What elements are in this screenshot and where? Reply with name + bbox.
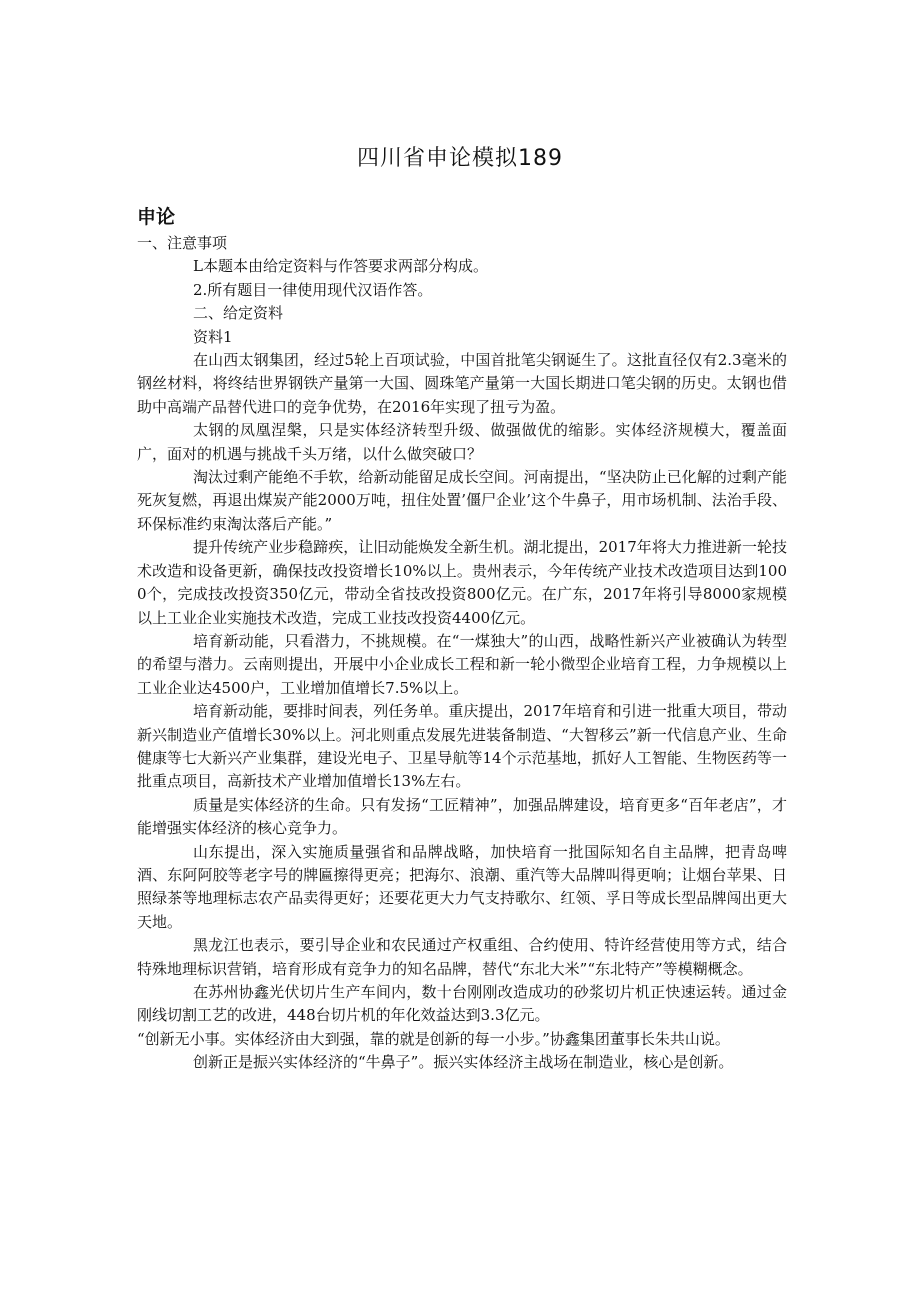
document-body: [137, 232, 787, 1075]
body-paragraph: 培育新动能，要排时间表，列任务单。重庆提出，2017年培育和引进一批重大项目，带动新兴制造业产值增长30%以上。河北则重点发展先进装备制造、“大智移云”新一代信息产业、生命健康等七大新兴产业集群，建设光电子、卫星导航等14个示范基地，抓好人工智能、生物医药等一批重点项目，高新技术产业增加值增长13%左右。: [137, 702, 787, 791]
quote-paragraph: “创新无小事。实体经济由大到强，靠的就是创新的每一小步。”协鑫集团董事长朱共山说。: [137, 1029, 730, 1048]
list-item: 2.所有题目一律使用现代汉语作答。: [193, 280, 433, 299]
body-paragraph: 在苏州协鑫光伏切片生产车间内，数十台刚刚改造成功的砂浆切片机正快速运转。通过金刚线切割工艺的改进，448台切片机的年化效益达到3.3亿元。: [137, 983, 787, 1025]
body-paragraph: 创新正是振兴实体经济的“牛鼻子”。振兴实体经济主战场在制造业，核心是创新。: [193, 1053, 734, 1072]
body-paragraph: 培育新动能，只看潜力，不挑规模。在“一煤独大”的山西，战略性新兴产业被确认为转型的希望与潜力。云南则提出，开展中小企业成长工程和新一轮小微型企业培育工程，力争规模以上工业企业达4500户，工业增加值增长7.5%以上。: [137, 631, 787, 697]
notice-heading: 一、注意事项: [137, 234, 228, 252]
body-paragraph: 提升传统产业步稳蹄疾，让旧动能焕发全新生机。湖北提出，2017年将大力推进新一轮技术改造和设备更新，确保技改投资增长10%以上。贵州表示，今年传统产业技术改造项目达到1000个，完成技改投资350亿元，带动全省技改投资800亿元。在广东，2017年将引导8000家规模以上工业企业实施技术改造，完成工业技改投资4400亿元。: [137, 538, 787, 627]
body-paragraph: 淘汰过剩产能绝不手软，给新动能留足成长空间。河南提出，“坚决防止已化解的过剩产能死灰复燃，再退出煤炭产能2000万吨，扭住处置’僵尸企业’这个牛鼻子，用市场机制、法治手段、环保标准约束淘汰落后产能。”: [137, 468, 787, 533]
body-paragraph: 山东提出，深入实施质量强省和品牌战略，加快培育一批国际知名自主品牌，把青岛啤酒、东阿阿胶等老字号的牌匾擦得更亮；把海尔、浪潮、重汽等大品牌叫得更响；让烟台苹果、日照绿茶等地理标志农产品卖得更好；还要花更大力气支持歌尔、红领、孚日等成长型品牌闯出更大天地。: [137, 842, 787, 931]
body-paragraph: 黑龙江也表示，要引导企业和农民通过产权重组、合约使用、特许经营使用等方式，结合特殊地理标识营销，培育形成有竞争力的知名品牌，替代“东北大米”“东北特产”等模糊概念。: [137, 936, 787, 978]
list-item: L本题本由给定资料与作答要求两部分构成。: [193, 257, 488, 276]
body-paragraph: 质量是实体经济的生命。只有发扬“工匠精神”，加强品牌建设，培育更多“百年老店”，才能增强实体经济的核心竞争力。: [137, 795, 787, 838]
body-paragraph: 在山西太钢集团，经过5轮上百项试验，中国首批笔尖钢诞生了。这批直径仅有2.3毫米的钢丝材料，将终结世界钢铁产量第一大国、圆珠笔产量第一大国长期进口笔尖钢的历史。太钢也借助中高端产品替代进口的竞争优势，在2016年实现了扭亏为盈。: [137, 351, 787, 416]
section-heading: 申论: [137, 206, 176, 228]
list-item: 资料1: [193, 327, 233, 346]
body-paragraph: 太钢的凤凰涅槃，只是实体经济转型升级、做强做优的缩影。实体经济规模大，覆盖面广，面对的机遇与挑战千头万绪，以什么做突破口？: [137, 421, 787, 463]
document-title: 四川省申论模拟189: [357, 146, 563, 171]
list-item: 二、给定资料: [193, 304, 284, 323]
